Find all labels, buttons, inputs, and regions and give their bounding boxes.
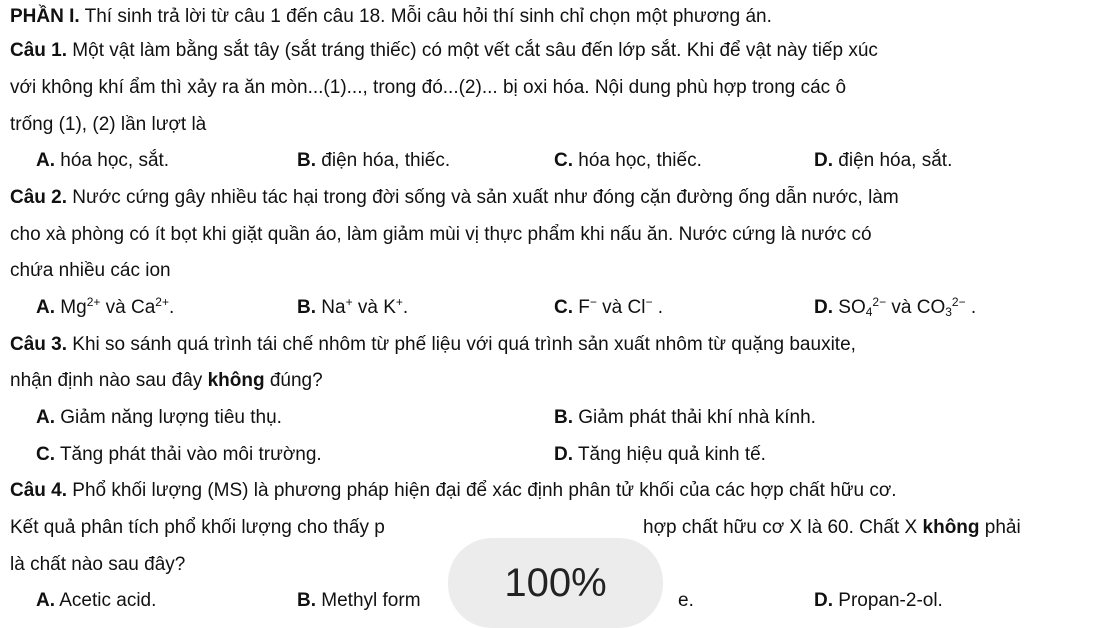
q1-option-d[interactable]	[814, 148, 952, 174]
option-letter: B.	[297, 590, 316, 611]
option-text: Tăng phát thải vào môi trường.	[59, 444, 322, 465]
option-letter: A.	[36, 297, 55, 318]
charge-superscript: 2−	[951, 295, 966, 309]
q1-option-a[interactable]	[36, 148, 169, 174]
option-letter: C.	[36, 444, 55, 465]
option-text: SO	[838, 297, 866, 318]
q4-option-c-fragment[interactable]	[678, 588, 694, 614]
q2-line-3	[10, 258, 171, 284]
option-text: Giảm năng lượng tiêu thụ.	[60, 407, 282, 428]
charge-superscript: 2−	[872, 295, 887, 309]
option-text: .	[652, 297, 664, 318]
section-instruction: Thí sinh trả lời từ câu 1 đến câu 18. Mỗi câu hỏi thí sinh chỉ chọn một phương án.	[79, 6, 772, 27]
q4-text-2b: hợp chất hữu cơ X là 60. Chất X	[643, 517, 923, 538]
option-text: và Cl	[596, 297, 646, 318]
option-text: Methyl form	[321, 590, 421, 611]
option-text: và K	[352, 297, 396, 318]
q4-text-2a: Kết quả phân tích phổ khối lượng cho thấy p	[10, 517, 385, 538]
q4-label: Câu 4.	[10, 480, 68, 501]
q4-text-3: là chất nào sau đây?	[10, 554, 186, 575]
q1-label: Câu 1.	[10, 40, 68, 61]
option-letter: B.	[554, 407, 573, 428]
q2-option-b[interactable]	[297, 295, 408, 321]
charge-superscript: 2+	[155, 295, 169, 309]
section-header	[10, 4, 772, 30]
q2-line-1	[10, 185, 1105, 211]
q3-line-2	[10, 368, 323, 394]
q2-option-d[interactable]	[814, 295, 976, 321]
option-text: Propan-2-ol.	[838, 590, 943, 611]
q4-option-b[interactable]	[297, 588, 421, 614]
q4-option-d[interactable]	[814, 588, 943, 614]
option-letter: B.	[297, 297, 316, 318]
q1-text-3: trống (1), (2) lần lượt là	[10, 114, 207, 135]
q3-text-2c: đúng?	[264, 370, 323, 391]
option-letter: C.	[554, 297, 573, 318]
q2-label: Câu 2.	[10, 187, 68, 208]
option-letter: B.	[297, 150, 316, 171]
q3-text-1: Khi so sánh quá trình tái chế nhôm từ phế liệu với quá trình sản xuất nhôm từ quặng bauxite,	[67, 334, 856, 355]
option-text: điện hóa, thiếc.	[321, 150, 451, 171]
q4-line-2	[10, 515, 385, 541]
q3-emphasis: không	[207, 370, 265, 391]
q4-text-1: Phổ khối lượng (MS) là phương pháp hiện đại để xác định phân tử khối của các hợp chất hữu cơ.	[67, 480, 897, 501]
charge-superscript: −	[645, 295, 653, 309]
q2-text-3: chứa nhiều các ion	[10, 260, 171, 281]
q3-option-a[interactable]	[36, 405, 282, 431]
q4-line-3	[10, 552, 185, 578]
option-text: Giảm phát thải khí nhà kính.	[578, 407, 816, 428]
section-title: PHẦN I.	[10, 6, 80, 27]
q3-text-2a: nhận định nào sau đây	[10, 370, 208, 391]
option-text: e.	[678, 590, 694, 611]
option-letter: D.	[814, 150, 833, 171]
subscript: 4	[865, 305, 873, 319]
q1-text-1: Một vật làm bằng sắt tây (sắt tráng thiếc) có một vết cắt sâu đến lớp sắt. Khi để vật này tiếp xúc	[67, 40, 878, 61]
option-text: Mg	[60, 297, 87, 318]
option-letter: A.	[36, 407, 55, 428]
option-text: và Ca	[100, 297, 156, 318]
q1-option-b[interactable]	[297, 148, 450, 174]
q2-text-1: Nước cứng gây nhiều tác hại trong đời sống và sản xuất như đóng cặn đường ống dẫn nước, làm	[67, 187, 899, 208]
q2-option-a[interactable]	[36, 295, 174, 321]
q1-line-1	[10, 38, 1105, 64]
option-text: hóa học, thiếc.	[578, 150, 702, 171]
option-text: F	[578, 297, 590, 318]
charge-superscript: +	[345, 295, 353, 309]
zoom-level-overlay	[448, 538, 663, 628]
q2-option-c[interactable]	[554, 295, 663, 321]
q1-line-2	[10, 75, 1105, 101]
q3-line-1	[10, 332, 1105, 358]
option-letter: D.	[814, 590, 833, 611]
q4-option-a[interactable]	[36, 588, 156, 614]
charge-superscript: −	[589, 295, 597, 309]
option-letter: C.	[554, 150, 573, 171]
option-letter: A.	[36, 590, 55, 611]
q4-emphasis: không	[922, 517, 980, 538]
option-text: hóa học, sắt.	[60, 150, 170, 171]
q3-option-d[interactable]	[554, 442, 766, 468]
q4-line-1	[10, 478, 1105, 504]
option-letter: D.	[814, 297, 833, 318]
q3-label: Câu 3.	[10, 334, 68, 355]
q1-text-2: với không khí ẩm thì xảy ra ăn mòn...(1)..., trong đó...(2)... bị oxi hóa. Nội dung phù hợp trong các ô	[10, 77, 847, 98]
zoom-level-text: 100%	[504, 560, 607, 605]
option-text: Tăng hiệu quả kinh tế.	[577, 444, 766, 465]
option-text: điện hóa, sắt.	[838, 150, 953, 171]
option-text: Acetic acid.	[59, 590, 157, 611]
option-text: .	[965, 297, 977, 318]
q4-text-2d: phải	[979, 517, 1021, 538]
q2-line-2	[10, 222, 1105, 248]
q2-text-2: cho xà phòng có ít bọt khi giặt quần áo, làm giảm mùi vị thực phẩm khi nấu ăn. Nước cứng là nước có	[10, 224, 872, 245]
q3-option-c[interactable]	[36, 442, 322, 468]
q1-option-c[interactable]	[554, 148, 702, 174]
q1-line-3	[10, 112, 206, 138]
subscript: 3	[945, 305, 952, 319]
option-letter: A.	[36, 150, 55, 171]
option-text: và CO	[886, 297, 946, 318]
option-text: .	[402, 297, 409, 318]
option-text: .	[168, 297, 175, 318]
option-text: Na	[321, 297, 346, 318]
charge-superscript: 2+	[86, 295, 101, 309]
q3-option-b[interactable]	[554, 405, 816, 431]
q4-line-2-right	[643, 515, 1021, 541]
option-letter: D.	[554, 444, 573, 465]
charge-superscript: +	[395, 295, 403, 309]
